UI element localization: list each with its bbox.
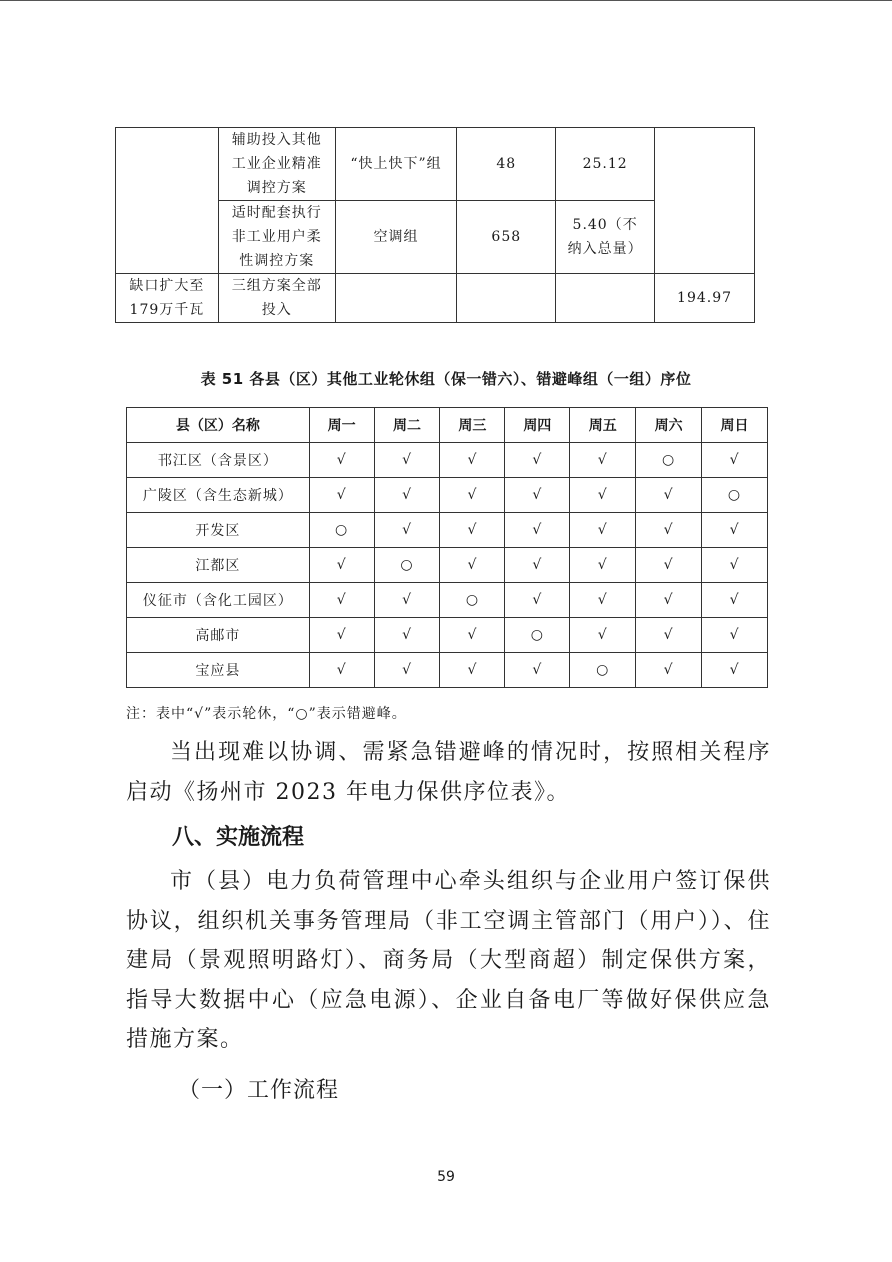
schedule-cell: √ bbox=[570, 548, 636, 583]
schedule-cell: √ bbox=[309, 618, 374, 653]
column-header: 周一 bbox=[309, 408, 374, 443]
schedule-cell: √ bbox=[636, 513, 702, 548]
sub-heading: （一）工作流程 bbox=[178, 1078, 340, 1103]
column-header: 周三 bbox=[440, 408, 505, 443]
schedule-cell: √ bbox=[505, 513, 570, 548]
schedule-cell: √ bbox=[505, 653, 570, 688]
table-cell: “快上快下”组 bbox=[335, 128, 457, 201]
paragraph: 当出现难以协调、需紧急错避峰的情况时，按照相关程序启动《扬州市 2023 年电力保供序位表》。 bbox=[126, 740, 771, 805]
paragraph: 市（县）电力负荷管理中心牵头组织与企业用户签订保供协议，组织机关事务管理局（非工空调主管部门（用户））、住建局（景观照明路灯）、商务局（大型商超）制定保供方案，指导大数据中心（应急电源）、企业自备电厂等做好保供应急措施方案。 bbox=[126, 869, 771, 1052]
table-row bbox=[127, 513, 768, 548]
schedule-cell: √ bbox=[440, 443, 505, 478]
column-header: 县（区）名称 bbox=[127, 408, 310, 443]
table-cell bbox=[116, 128, 219, 274]
page-number: 59 bbox=[437, 1169, 455, 1185]
schedule-cell: √ bbox=[505, 478, 570, 513]
schedule-cell: √ bbox=[636, 548, 702, 583]
schedule-cell: √ bbox=[374, 478, 440, 513]
district-name: 开发区 bbox=[127, 513, 310, 548]
schedule-cell: √ bbox=[505, 583, 570, 618]
schedule-cell: √ bbox=[309, 478, 374, 513]
schedule-cell: √ bbox=[440, 478, 505, 513]
schedule-cell: √ bbox=[636, 653, 702, 688]
table-cell bbox=[335, 274, 457, 323]
schedule-cell: √ bbox=[374, 513, 440, 548]
column-header: 周日 bbox=[702, 408, 768, 443]
table-header-row bbox=[127, 408, 768, 443]
schedule-cell: √ bbox=[702, 548, 768, 583]
schedule-cell: √ bbox=[702, 653, 768, 688]
table-cell bbox=[457, 274, 556, 323]
measures-table bbox=[115, 127, 755, 323]
schedule-cell: ○ bbox=[570, 653, 636, 688]
schedule-cell: √ bbox=[570, 513, 636, 548]
schedule-table bbox=[126, 407, 768, 688]
column-header: 周五 bbox=[570, 408, 636, 443]
schedule-cell: ○ bbox=[440, 583, 505, 618]
table-cell: 适时配套执行非工业用户柔性调控方案 bbox=[218, 201, 335, 274]
district-name: 邗江区（含景区） bbox=[127, 443, 310, 478]
schedule-cell: √ bbox=[702, 583, 768, 618]
table-cell bbox=[556, 274, 655, 323]
schedule-cell: √ bbox=[374, 583, 440, 618]
schedule-cell: ○ bbox=[505, 618, 570, 653]
schedule-cell: √ bbox=[440, 653, 505, 688]
table-cell: 25.12 bbox=[556, 128, 655, 201]
table-caption: 表 51 各县（区）其他工业轮休组（保一错六）、错避峰组（一组）序位 bbox=[200, 370, 692, 388]
schedule-cell: ○ bbox=[374, 548, 440, 583]
schedule-cell: √ bbox=[440, 548, 505, 583]
table-row bbox=[127, 618, 768, 653]
schedule-cell: √ bbox=[570, 478, 636, 513]
table-note: 注：表中“√”表示轮休，“○”表示错避峰。 bbox=[126, 706, 407, 722]
district-name: 高邮市 bbox=[127, 618, 310, 653]
schedule-cell: √ bbox=[636, 478, 702, 513]
table-cell: 辅助投入其他工业企业精准调控方案 bbox=[218, 128, 335, 201]
table-row bbox=[116, 274, 755, 323]
table-row bbox=[127, 653, 768, 688]
schedule-cell: √ bbox=[440, 618, 505, 653]
table-row bbox=[127, 478, 768, 513]
schedule-cell: √ bbox=[702, 443, 768, 478]
district-name: 仪征市（含化工园区） bbox=[127, 583, 310, 618]
schedule-cell: √ bbox=[440, 513, 505, 548]
column-header: 周六 bbox=[636, 408, 702, 443]
schedule-cell: √ bbox=[374, 443, 440, 478]
schedule-cell: √ bbox=[374, 653, 440, 688]
table-cell: 48 bbox=[457, 128, 556, 201]
schedule-cell: √ bbox=[702, 513, 768, 548]
schedule-cell: √ bbox=[505, 443, 570, 478]
district-name: 江都区 bbox=[127, 548, 310, 583]
schedule-cell: √ bbox=[505, 548, 570, 583]
table-cell: 空调组 bbox=[335, 201, 457, 274]
schedule-cell: √ bbox=[570, 618, 636, 653]
table-row bbox=[127, 443, 768, 478]
schedule-cell: √ bbox=[309, 548, 374, 583]
table-row bbox=[127, 548, 768, 583]
schedule-cell: √ bbox=[702, 618, 768, 653]
district-name: 广陵区（含生态新城） bbox=[127, 478, 310, 513]
schedule-cell: √ bbox=[570, 443, 636, 478]
schedule-cell: √ bbox=[570, 583, 636, 618]
schedule-cell: √ bbox=[374, 618, 440, 653]
table-cell bbox=[655, 128, 755, 274]
column-header: 周四 bbox=[505, 408, 570, 443]
schedule-cell: √ bbox=[636, 583, 702, 618]
schedule-cell: √ bbox=[309, 583, 374, 618]
page-top-border bbox=[0, 0, 892, 1]
schedule-cell: √ bbox=[636, 618, 702, 653]
table-cell: 658 bbox=[457, 201, 556, 274]
table-row bbox=[127, 583, 768, 618]
table-cell: 194.97 bbox=[655, 274, 755, 323]
schedule-cell: ○ bbox=[309, 513, 374, 548]
table-cell: 三组方案全部投入 bbox=[218, 274, 335, 323]
section-heading: 八、实施流程 bbox=[172, 825, 305, 850]
schedule-cell: ○ bbox=[636, 443, 702, 478]
schedule-cell: √ bbox=[309, 653, 374, 688]
table-cell: 缺口扩大至179万千瓦 bbox=[116, 274, 219, 323]
schedule-cell: √ bbox=[309, 443, 374, 478]
district-name: 宝应县 bbox=[127, 653, 310, 688]
table-cell: 5.40（不纳入总量） bbox=[556, 201, 655, 274]
schedule-cell: ○ bbox=[702, 478, 768, 513]
column-header: 周二 bbox=[374, 408, 440, 443]
table-row bbox=[116, 128, 755, 201]
